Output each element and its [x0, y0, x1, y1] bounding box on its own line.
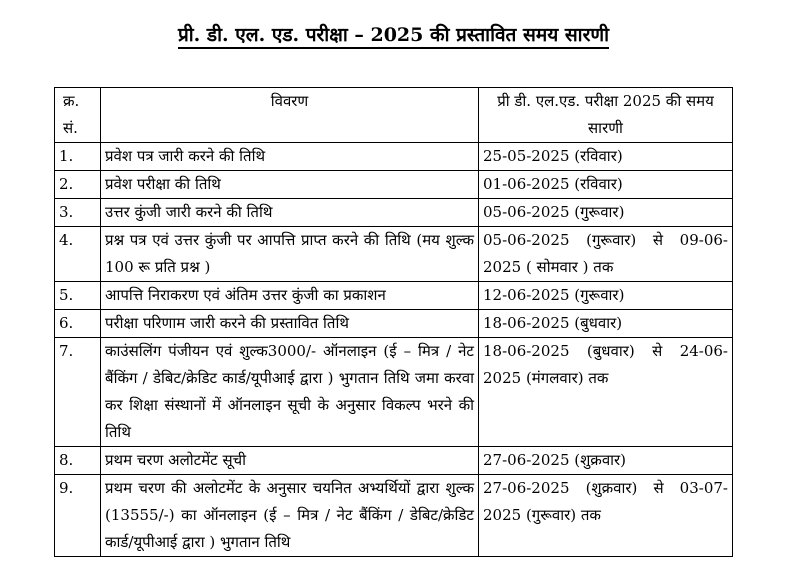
header-serial: क्र. सं. — [55, 88, 101, 143]
row-serial: 9. — [55, 475, 101, 557]
row-date: 27-06-2025 (शुक्रवार) — [479, 447, 733, 475]
row-date: 25-05-2025 (रविवार) — [479, 143, 733, 171]
row-serial: 5. — [55, 282, 101, 310]
row-description: परीक्षा परिणाम जारी करने की प्रस्तावित तिथि — [101, 310, 479, 338]
row-serial: 2. — [55, 171, 101, 199]
header-schedule: प्री डी. एल.एड. परीक्षा 2025 की समय सारणी — [479, 88, 733, 143]
row-serial: 1. — [55, 143, 101, 171]
table-row — [55, 447, 733, 475]
row-description: प्रश्न पत्र एवं उत्तर कुंजी पर आपत्ति प्राप्त करने की तिथि (मय शुल्क 100 रू प्रति प्रश्न ) — [101, 227, 479, 282]
table-row — [55, 338, 733, 447]
document-title-text: प्री. डी. एल. एड. परीक्षा – 2025 की प्रस्तावित समय सारणी — [178, 24, 609, 49]
row-date: 18-06-2025 (बुधवार) से 24-06-2025 (मंगलवार) तक — [479, 338, 733, 447]
row-date: 18-06-2025 (बुधवार) — [479, 310, 733, 338]
row-date: 27-06-2025 (शुक्रवार) से 03-07-2025 (गुरूवार) तक — [479, 475, 733, 557]
table-row — [55, 310, 733, 338]
table-row — [55, 199, 733, 227]
document-title — [0, 22, 787, 48]
row-date: 05-06-2025 (गुरूवार) — [479, 199, 733, 227]
row-serial: 7. — [55, 338, 101, 447]
table-row — [55, 282, 733, 310]
header-description: विवरण — [101, 88, 479, 143]
row-description: प्रवेश परीक्षा की तिथि — [101, 171, 479, 199]
row-serial: 8. — [55, 447, 101, 475]
table-header-row — [55, 88, 733, 143]
table-row — [55, 475, 733, 557]
table-row — [55, 227, 733, 282]
table-row — [55, 143, 733, 171]
row-description: काउंसलिंग पंजीयन एवं शुल्क3000/- ऑनलाइन (ई – मित्र / नेट बैंकिंग / डेबिट/क्रेडिट कार्ड/यूपीआई द्वारा ) भुगतान तिथि जमा करवा कर शिक्षा संस्थानों में ऑनलाइन सूची के अनुसार विकल्प भरने की तिथि — [101, 338, 479, 447]
row-serial: 4. — [55, 227, 101, 282]
row-description: प्रथम चरण अलोटमेंट सूची — [101, 447, 479, 475]
row-date: 12-06-2025 (गुरूवार) — [479, 282, 733, 310]
row-description: प्रवेश पत्र जारी करने की तिथि — [101, 143, 479, 171]
row-description: उत्तर कुंजी जारी करने की तिथि — [101, 199, 479, 227]
row-date: 05-06-2025 (गुरूवार) से 09-06-2025 ( सोमवार ) तक — [479, 227, 733, 282]
row-date: 01-06-2025 (रविवार) — [479, 171, 733, 199]
table-row — [55, 171, 733, 199]
row-serial: 3. — [55, 199, 101, 227]
schedule-table — [54, 87, 733, 557]
row-description: आपत्ति निराकरण एवं अंतिम उत्तर कुंजी का प्रकाशन — [101, 282, 479, 310]
row-description: प्रथम चरण की अलोटमेंट के अनुसार चयनित अभ्यर्थियों द्वारा शुल्क (13555/-) का ऑनलाइन (ई – मित्र / नेट बैंकिंग / डेबिट/क्रेडिट कार्ड/यूपीआई द्वारा ) भुगतान तिथि — [101, 475, 479, 557]
row-serial: 6. — [55, 310, 101, 338]
